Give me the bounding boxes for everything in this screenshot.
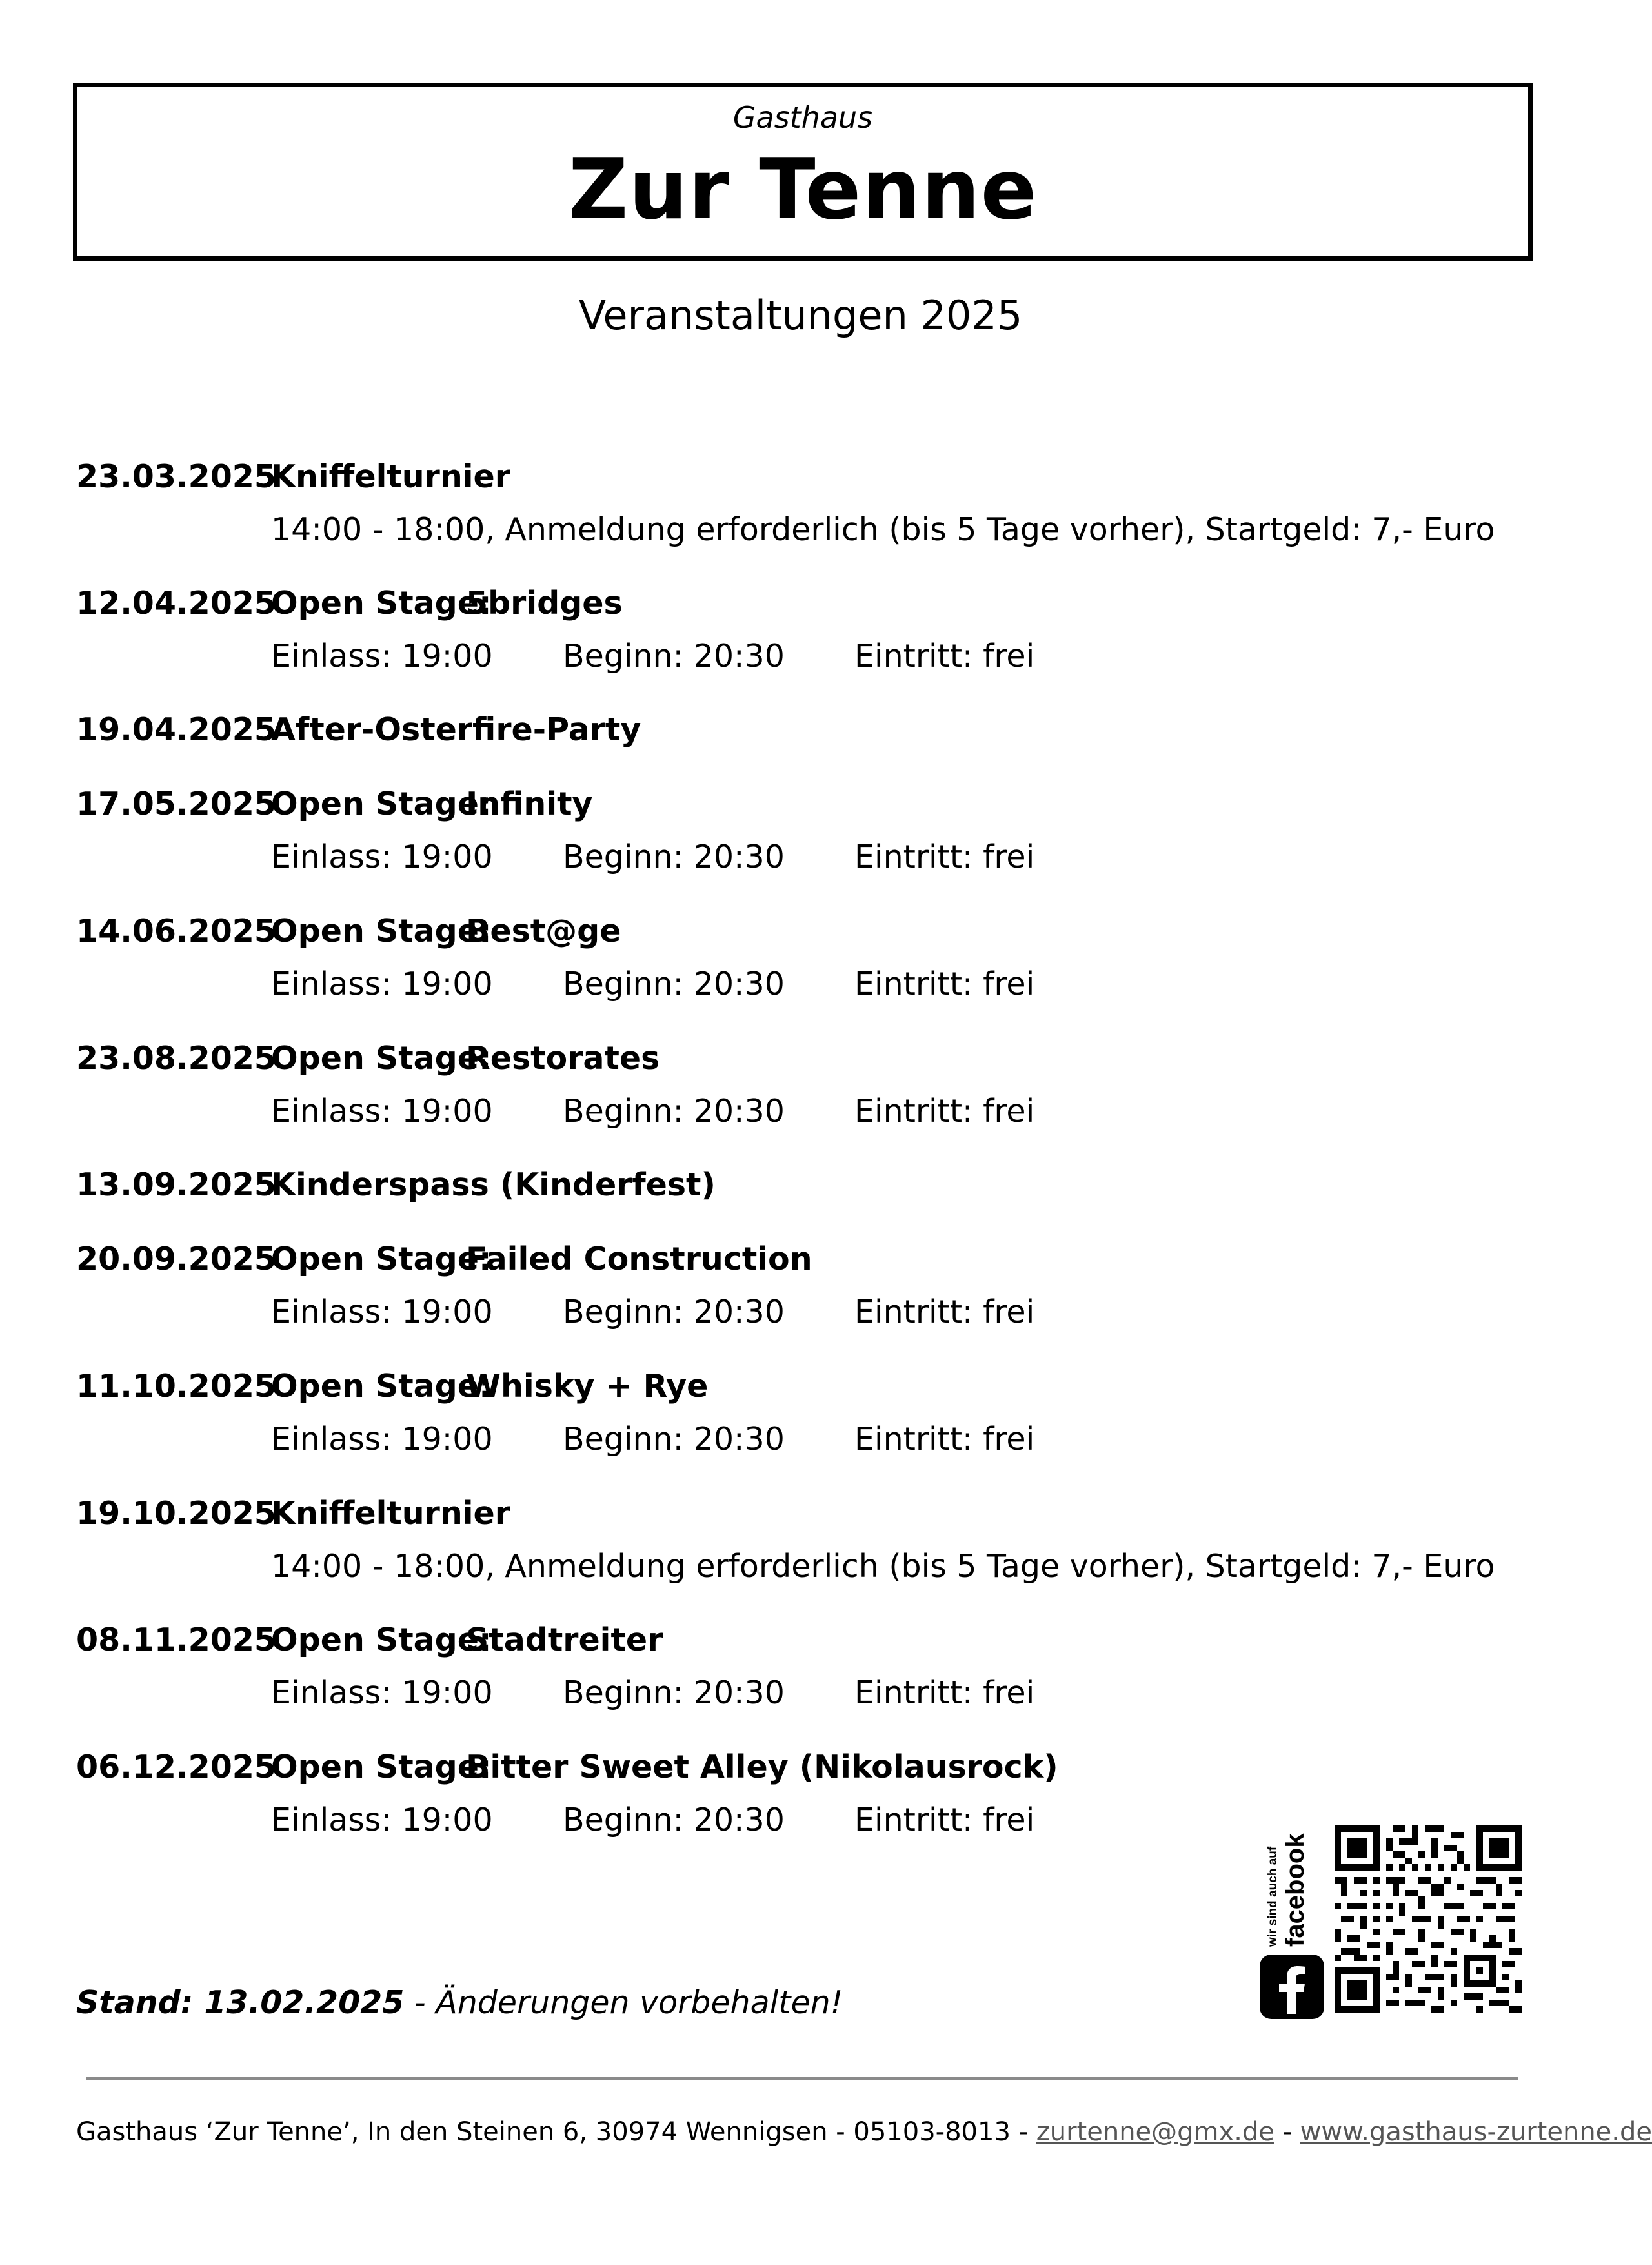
- event-band: Restorates: [466, 1040, 660, 1077]
- event-title: Kniffelturnier: [271, 458, 510, 495]
- event-prefix: Open Stage:: [271, 1621, 492, 1658]
- event-title: [271, 1368, 708, 1405]
- event-prefix: Open Stage:: [271, 585, 492, 622]
- footer-email-link[interactable]: zurtenne@gmx.de: [1036, 2117, 1274, 2147]
- event-eintritt: Eintritt: frei: [854, 638, 1035, 675]
- footer-address: Gasthaus ‘Zur Tenne’, In den Steinen 6, 30974 Wennigsen - 05103-8013 -: [76, 2117, 1036, 2147]
- event-band: Best@ge: [466, 913, 621, 950]
- event-title: Kniffelturnier: [271, 1495, 510, 1532]
- stand-disclaimer: - Änderungen vorbehalten!: [404, 1984, 843, 2021]
- event-einlass: Einlass: 19:00: [271, 1294, 493, 1330]
- footer: [76, 2117, 1652, 2147]
- event-title: [271, 1040, 660, 1077]
- event-date: 17.05.2025: [76, 786, 276, 822]
- stand-note: [76, 1984, 843, 2021]
- event-detail: 14:00 - 18:00, Anmeldung erforderlich (bis 5 Tage vorher), Startgeld: 7,- Euro: [271, 511, 1495, 548]
- event-date: 23.08.2025: [76, 1040, 276, 1077]
- event-title: [271, 1749, 1058, 1785]
- event-prefix: Open Stage:: [271, 1368, 492, 1405]
- event-title: [271, 786, 592, 822]
- event-einlass: Einlass: 19:00: [271, 1674, 493, 1711]
- event-prefix: Open Stage:: [271, 913, 492, 950]
- event-beginn: Beginn: 20:30: [563, 1421, 785, 1458]
- event-band: Failed Construction: [466, 1241, 812, 1277]
- event-title: [271, 913, 621, 950]
- event-eintritt: Eintritt: frei: [854, 1294, 1035, 1330]
- event-title: Kinderspass (Kinderfest): [271, 1166, 716, 1203]
- event-band: Stadtreiter: [466, 1621, 663, 1658]
- event-date: 06.12.2025: [76, 1749, 276, 1785]
- event-prefix: Open Stage:: [271, 1749, 492, 1785]
- event-eintritt: Eintritt: frei: [854, 1421, 1035, 1458]
- qr-code[interactable]: [1335, 1825, 1522, 2013]
- event-einlass: Einlass: 19:00: [271, 838, 493, 875]
- footer-website-link[interactable]: www.gasthaus-zurtenne.de: [1300, 2117, 1652, 2147]
- event-title: [271, 585, 623, 622]
- footer-separator: -: [1274, 2117, 1300, 2147]
- event-einlass: Einlass: 19:00: [271, 1802, 493, 1838]
- event-beginn: Beginn: 20:30: [563, 966, 785, 1002]
- event-band: Bitter Sweet Alley (Nikolausrock): [466, 1749, 1058, 1785]
- facebook-small-text: wir sind auch auf: [1266, 1846, 1280, 1947]
- event-einlass: Einlass: 19:00: [271, 1093, 493, 1130]
- event-band: Whisky + Rye: [466, 1368, 709, 1405]
- header-title: Zur Tenne: [568, 142, 1038, 238]
- stand-date: Stand: 13.02.2025: [76, 1984, 405, 2021]
- event-einlass: Einlass: 19:00: [271, 1421, 493, 1458]
- event-beginn: Beginn: 20:30: [563, 1093, 785, 1130]
- event-beginn: Beginn: 20:30: [563, 1802, 785, 1838]
- header-subtitle: Gasthaus: [732, 100, 873, 135]
- event-prefix: Open Stage:: [271, 1040, 492, 1077]
- event-prefix: Open Stage:: [271, 786, 492, 822]
- facebook-icon[interactable]: [1260, 1955, 1324, 2019]
- header-box: [73, 83, 1533, 261]
- event-title: After-Osterfire-Party: [271, 711, 641, 748]
- event-beginn: Beginn: 20:30: [563, 838, 785, 875]
- event-einlass: Einlass: 19:00: [271, 966, 493, 1002]
- event-detail: 14:00 - 18:00, Anmeldung erforderlich (bis 5 Tage vorher), Startgeld: 7,- Euro: [271, 1548, 1495, 1585]
- event-eintritt: Eintritt: frei: [854, 838, 1035, 875]
- event-title: [271, 1241, 812, 1277]
- event-beginn: Beginn: 20:30: [563, 1294, 785, 1330]
- event-date: 14.06.2025: [76, 913, 276, 950]
- facebook-big-text: facebook: [1281, 1833, 1309, 1947]
- event-date: 08.11.2025: [76, 1621, 276, 1658]
- event-band: Infinity: [466, 786, 593, 822]
- event-eintritt: Eintritt: frei: [854, 1674, 1035, 1711]
- event-einlass: Einlass: 19:00: [271, 638, 493, 675]
- event-beginn: Beginn: 20:30: [563, 638, 785, 675]
- event-date: 19.10.2025: [76, 1495, 276, 1532]
- event-date: 11.10.2025: [76, 1368, 276, 1405]
- event-date: 13.09.2025: [76, 1166, 276, 1203]
- event-date: 19.04.2025: [76, 711, 276, 748]
- event-eintritt: Eintritt: frei: [854, 1093, 1035, 1130]
- page-subtitle: Veranstaltungen 2025: [578, 292, 1023, 339]
- event-date: 23.03.2025: [76, 458, 276, 495]
- event-title: [271, 1621, 663, 1658]
- event-date: 12.04.2025: [76, 585, 276, 622]
- footer-divider: [86, 2077, 1518, 2080]
- event-band: 5bridges: [466, 585, 623, 622]
- event-eintritt: Eintritt: frei: [854, 966, 1035, 1002]
- event-eintritt: Eintritt: frei: [854, 1802, 1035, 1838]
- event-beginn: Beginn: 20:30: [563, 1674, 785, 1711]
- event-prefix: Open Stage:: [271, 1241, 492, 1277]
- event-date: 20.09.2025: [76, 1241, 276, 1277]
